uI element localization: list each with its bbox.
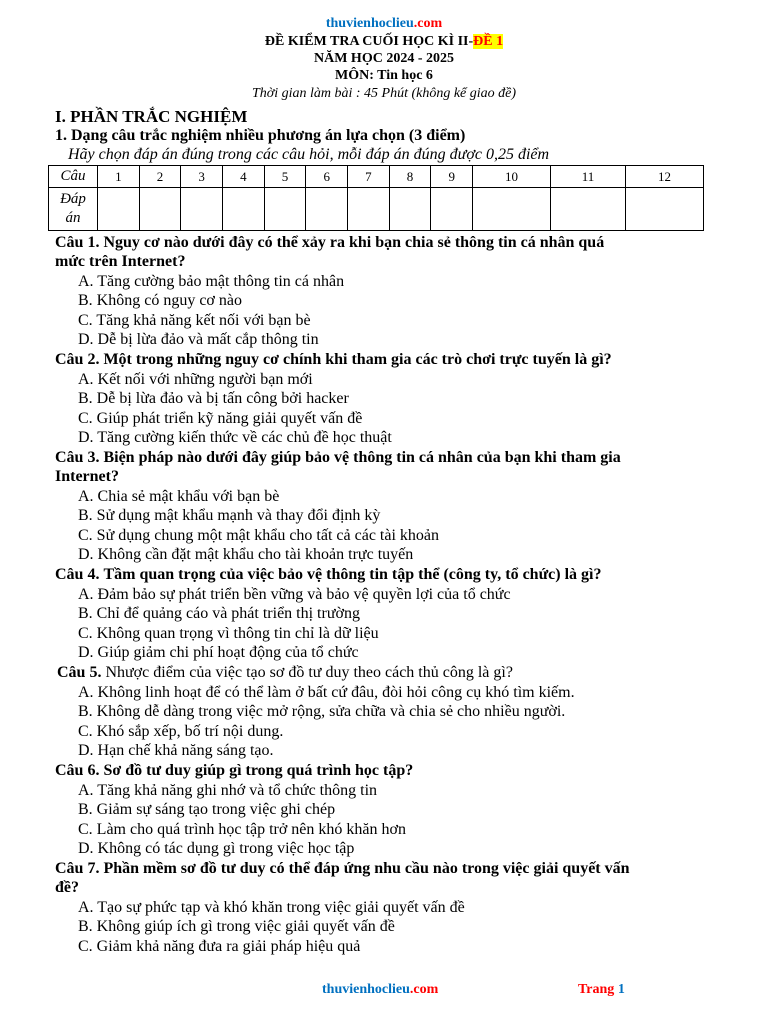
question-text-cont: Internet?: [55, 468, 119, 485]
question-text-cont: đề?: [55, 879, 79, 896]
option: A. Chia sẻ mật khẩu với bạn bè: [78, 488, 280, 505]
site-name: thuvienhoclieu: [325, 16, 414, 31]
option: C. Tăng khả năng kết nối với bạn bè: [78, 312, 311, 329]
answer-table-col: 8: [389, 166, 431, 188]
answer-table-header-row: [49, 166, 704, 188]
answer-table-col: 9: [431, 166, 473, 188]
option: C. Không quan trọng vì thông tin chỉ là dữ liệu: [78, 625, 379, 642]
option: D. Dễ bị lừa đảo và mất cắp thông tin: [78, 331, 319, 348]
question-text: Biện pháp nào dưới đây giúp bảo vệ thông tin cá nhân của bạn khi tham gia: [103, 449, 621, 466]
question-2: [55, 350, 715, 369]
answer-cell[interactable]: [306, 188, 348, 231]
question-number: Câu 5.: [57, 664, 102, 681]
question-6: [55, 761, 715, 780]
option: A. Tạo sự phức tạp và khó khăn trong việc giải quyết vấn đề: [78, 899, 465, 916]
option: C. Làm cho quá trình học tập trở nên khó khăn hơn: [78, 821, 406, 838]
footer-site: [322, 982, 438, 998]
instruction: Hãy chọn đáp án đúng trong các câu hỏi, mỗi đáp án đúng được 0,25 điểm: [68, 146, 550, 163]
page-label: Trang: [578, 982, 615, 997]
question-number: Câu 2.: [55, 351, 100, 368]
site-domain: .com: [413, 16, 443, 31]
answer-cell[interactable]: [181, 188, 223, 231]
answer-table-col: 5: [264, 166, 306, 188]
option: A. Tăng cường bảo mật thông tin cá nhân: [78, 273, 345, 290]
answer-table-col: 2: [139, 166, 181, 188]
option: D. Tăng cường kiến thức về các chủ đề học thuật: [78, 429, 392, 446]
answer-cell[interactable]: [139, 188, 181, 231]
question-number: Câu 3.: [55, 449, 100, 466]
option: B. Không dễ dàng trong việc mở rộng, sửa chữa và chia sẻ cho nhiều người.: [78, 703, 566, 720]
question-3-cont: [55, 467, 715, 486]
option: B. Giảm sự sáng tạo trong việc ghi chép: [78, 801, 336, 818]
option: B. Không giúp ích gì trong việc giải quyết vấn đề: [78, 918, 395, 935]
answer-cell[interactable]: [223, 188, 265, 231]
answer-table-col: 11: [550, 166, 625, 188]
answer-cell[interactable]: [473, 188, 551, 231]
exam-code: ĐỀ 1: [473, 34, 504, 49]
question-4: [55, 565, 715, 584]
question-7: [55, 859, 715, 878]
option: D. Không cần đặt mật khẩu cho tài khoản trực tuyến: [78, 546, 414, 563]
exam-title: [0, 34, 768, 50]
question-number: Câu 4.: [55, 566, 100, 583]
question-text: . Sơ đồ tư duy giúp gì trong quá trình học tập?: [95, 762, 414, 779]
question-text: Tầm quan trọng của việc bảo vệ thông tin tập thể (công ty, tổ chức) là gì?: [103, 566, 602, 583]
answer-cell[interactable]: [389, 188, 431, 231]
footer-site-domain: .com: [409, 982, 439, 997]
answer-table: [48, 165, 704, 231]
question-7-cont: [55, 878, 715, 897]
option: C. Sử dụng chung một mật khẩu cho tất cả các tài khoản: [78, 527, 440, 544]
question-text: Nhược điểm của việc tạo sơ đồ tư duy theo cách thủ công là gì?: [105, 664, 513, 681]
option: B. Dễ bị lừa đảo và bị tấn công bởi hacker: [78, 390, 349, 407]
question-number: Câu 7.: [55, 860, 100, 877]
answer-table-col: 6: [306, 166, 348, 188]
answer-cell[interactable]: [550, 188, 625, 231]
site-header: [0, 16, 768, 32]
answer-label-line2: án: [65, 210, 81, 226]
option: A. Kết nối với những người bạn mới: [78, 371, 313, 388]
exam-title-text: ĐỀ KIỂM TRA CUỐI HỌC KÌ II-: [264, 34, 474, 49]
exam-time: Thời gian làm bài : 45 Phút (không kể giao đề): [251, 86, 517, 101]
option: A. Tăng khả năng ghi nhớ và tổ chức thông tin: [78, 782, 378, 799]
subject: MÔN: Tin học 6: [335, 68, 433, 83]
option: B. Không có nguy cơ nào: [78, 292, 242, 309]
page-number: [578, 982, 625, 998]
section-subtitle: 1. Dạng câu trắc nghiệm nhiều phương án lựa chọn (3 điểm): [55, 127, 466, 144]
option: C. Giảm khả năng đưa ra giải pháp hiệu quả: [78, 938, 361, 955]
question-1: [55, 233, 715, 252]
answer-table-label-answer: [49, 188, 98, 231]
question-number: Câu 1.: [55, 234, 100, 251]
answer-table-col: 4: [223, 166, 265, 188]
answer-cell[interactable]: [626, 188, 704, 231]
question-text: Nguy cơ nào dưới đây có thể xảy ra khi bạn chia sẻ thông tin cá nhân quá: [103, 234, 605, 251]
option: A. Đảm bảo sự phát triển bền vững và bảo vệ quyền lợi của tổ chức: [78, 586, 511, 603]
page-number-value: 1: [617, 982, 625, 997]
option: B. Chỉ để quảng cáo và phát triển thị trường: [78, 605, 360, 622]
answer-cell[interactable]: [431, 188, 473, 231]
option: D. Không có tác dụng gì trong việc học tập: [78, 840, 355, 857]
answer-table-col: 1: [98, 166, 140, 188]
question-text: Phần mềm sơ đồ tư duy có thể đáp ứng nhu cầu nào trong việc giải quyết vấn: [103, 860, 630, 877]
question-1-cont: [55, 252, 715, 271]
footer-site-name: thuvienhoclieu: [322, 982, 410, 997]
question-text-cont: mức trên Internet?: [55, 253, 186, 270]
question-number: Câu 6: [55, 762, 96, 779]
option: D. Giúp giảm chi phí hoạt động của tổ chức: [78, 644, 359, 661]
school-year: NĂM HỌC 2024 - 2025: [314, 51, 454, 66]
option: A. Không linh hoạt để có thể làm ở bất cứ đâu, đòi hỏi công cụ khó tìm kiếm.: [78, 684, 575, 701]
answer-table-col: 3: [181, 166, 223, 188]
option: C. Khó sắp xếp, bố trí nội dung.: [78, 723, 284, 740]
answer-cell[interactable]: [264, 188, 306, 231]
option: C. Giúp phát triển kỹ năng giải quyết vấn đề: [78, 410, 363, 427]
answer-label-line1: Đáp: [60, 191, 86, 207]
section-title: I. PHẦN TRẮC NGHIỆM: [55, 107, 248, 126]
answer-table-col: 7: [348, 166, 390, 188]
question-3: [55, 448, 715, 467]
option: B. Sử dụng mật khẩu mạnh và thay đổi định kỳ: [78, 507, 381, 524]
answer-cell[interactable]: [348, 188, 390, 231]
answer-table-answer-row: [49, 188, 704, 231]
answer-table-col: 10: [473, 166, 551, 188]
answer-cell[interactable]: [98, 188, 140, 231]
question-5: [57, 663, 717, 682]
answer-table-label-question: Câu: [49, 166, 98, 188]
option: D. Hạn chế khả năng sáng tạo.: [78, 742, 274, 759]
answer-table-col: 12: [626, 166, 704, 188]
question-text: Một trong những nguy cơ chính khi tham gia các trò chơi trực tuyến là gì?: [103, 351, 612, 368]
